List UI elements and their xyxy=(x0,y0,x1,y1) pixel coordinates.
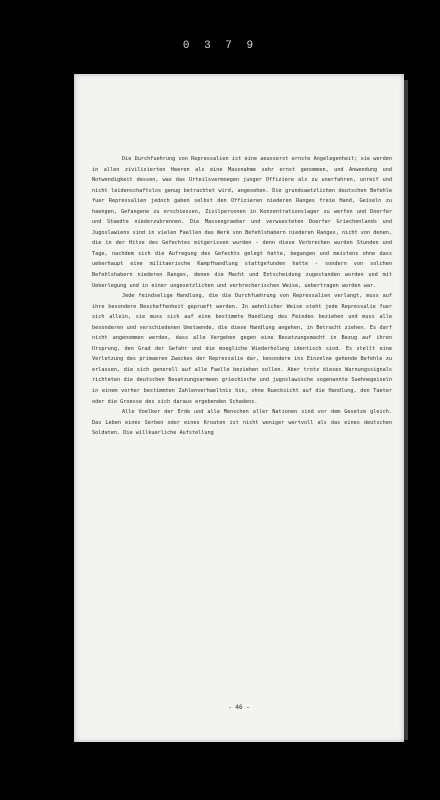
document-page xyxy=(74,74,404,742)
frame-number: 0 3 7 9 xyxy=(182,40,258,52)
paragraph: Jede feindselige Handlung, die die Durchfuehrung von Repressalien verlangt, muss auf ihre besondere Beschaffenheit geprueft werden. In aehnlicher Weise steht jede Repressalie fuer sich allein, sie muss sich auf eine bestimmte Handlung des Feindes beziehen und muss alle besonderen und verschiedenen Umstaende, die diese Handlung angehen, in Betracht ziehen. Es darf nicht angenommen werden, dass alle Vergehen gegen eine Besatzungsmacht in Bezug auf ihren Ursprung, den Grad der Gefahr und die moegliche Wiederholung identisch sind. Es stellt eine Verletzung des primaeren Zweckes der Repressalie dar, besondere ins Einzelne gehende Befehle zu erlassen, die sich generell auf alle Faelle beziehen sollen. Aber trotz dieses Warnungssignals richteten die deutschen Besatzungsarmeen griechische und jugoslawische sogenannte Suehnegeiseln in einem vorher bestimmten Zahlenverhaeltnis hin, ohne Ruecksicht auf die Handlung, den Taeter oder die Groesse des sich daraus ergebenden Schadens. xyxy=(92,293,392,405)
paragraph: Die Durchfuehrung von Repressalien ist eine aeusserst ernste Angelegenheit; sie werden in allen zivilisierten Heeren als eine Massnahme sehr ernst genommen, und Anwendung und Notwendigkeit dessen, was das Urteilsvermoegen junger Offiziere als zu unerfahren, unreif und nicht leidenschaftslos genug betrachtet wird, angesehen. Die grundsaetzlichen deutschen Befehle fuer Repressalien jedoch gaben selbst den Offizieren niederen Ranges freie Hand, Geiseln zu haengen, Gefangene zu erschiessen, Zivilpersonen in Konzentrationslager zu werfen und Doerfer und Staedte niederzubrennen. Die Massengraeber und verwuesteten Doerfer Griechenlands und Jugoslawiens sind in vielen Faellen das Werk von Befehlshabern niederen Ranges, nicht von denen, die in der Hitze des Gefechtes mitgerissen wurden - denn diese Verbrechen wurden Stunden und Tage, nachdem sich die Aufregung des Gefechts gelegt hatte, begangen und meistens ohne dass ueberhaupt eine militaerische Kampfhandlung stattgefunden hatte - sondern von solchen Befehlshabern niederen Ranges, denen die Macht und Entscheidung zugestanden worden und mit Ueberlegung und in einer ungesetzlichen und verbrecherischen Weise, uebertragen worden war. xyxy=(92,156,392,289)
paragraph: Alle Voelker der Erde und alle Menschen aller Nationen sind vor dem Gesetze gleich. Das Leben eines Serben oder eines Kroaten ist nicht weniger wertvoll als das eines deutschen Soldaten. Die willkuerliche Aufstellung xyxy=(92,409,392,437)
page-edge-shadow xyxy=(404,80,408,740)
body-text xyxy=(92,154,392,439)
page-number: - 46 - xyxy=(228,704,250,711)
